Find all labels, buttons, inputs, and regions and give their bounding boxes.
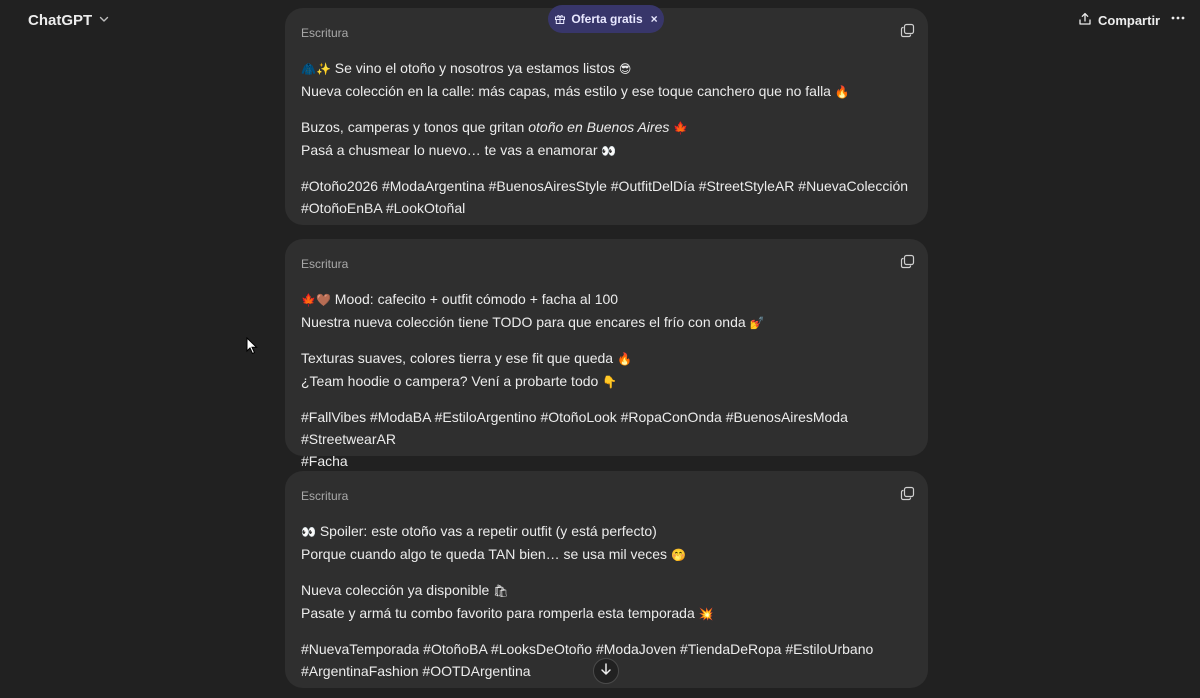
text-line: Buzos, camperas y tonos que gritan [301, 119, 525, 135]
copy-icon [900, 486, 916, 501]
hashtag-line: #NuevaTemporada #OtoñoBA #LooksDeOtoño #ModaJoven #TiendaDeRopa #EstiloUrbano [301, 641, 874, 657]
scroll-to-bottom-button[interactable] [593, 658, 619, 684]
text-line: Nueva colección en la calle: más capas, más estilo y ese toque canchero que no falla [301, 83, 831, 99]
free-offer-pill[interactable] [548, 5, 664, 33]
app-name: ChatGPT [28, 11, 93, 29]
card-label: Escritura [301, 489, 349, 503]
fire-emoji: 🔥 [616, 352, 632, 366]
paragraph [301, 116, 914, 162]
card-label: Escritura [301, 257, 349, 271]
copy-icon [900, 23, 916, 38]
text-line: Se vino el otoño y nosotros ya estamos listos [334, 60, 615, 76]
mouse-cursor-icon [246, 337, 258, 355]
copy-icon [900, 254, 916, 269]
text-line: Mood: cafecito + outfit cómodo + facha al 100 [334, 291, 619, 307]
hashtag-line: #Facha [301, 453, 348, 469]
hashtag-line: #FallVibes #ModaBA #EstiloArgentino #OtoñoLook #RopaConOnda #BuenosAiresModa #StreetwearAR [301, 409, 848, 447]
card-label: Escritura [301, 26, 349, 40]
text-line: Spoiler: este otoño vas a repetir outfit (y está perfecto) [319, 523, 657, 539]
giggle-emoji: 🤭 [670, 548, 686, 562]
text-line: Pasá a chusmear lo nuevo… te vas a enamorar [301, 142, 598, 158]
close-icon[interactable]: × [650, 12, 658, 26]
arrow-down-icon [599, 662, 613, 681]
shopping-bags-emoji: 🛍 [493, 584, 509, 598]
jacket-sparkles-emoji: 🧥✨ [301, 62, 331, 76]
writing-card [285, 8, 928, 225]
hashtag-line: #ArgentinaFashion #OOTDArgentina [301, 663, 531, 679]
sunglasses-emoji: 😎 [618, 62, 632, 76]
copy-button[interactable] [900, 254, 916, 270]
text-line: Pasate y armá tu combo favorito para romperla esta temporada [301, 605, 695, 621]
offer-label: Oferta gratis [571, 12, 643, 26]
copy-button[interactable] [900, 23, 916, 39]
fire-emoji: 🔥 [834, 85, 850, 99]
hashtag-line: #OtoñoEnBA #LookOtoñal [301, 200, 466, 216]
chevron-down-icon [98, 12, 110, 29]
paragraph [301, 347, 914, 393]
eyes-emoji: 👀 [601, 144, 617, 158]
paragraph [301, 288, 914, 334]
card-body [301, 57, 914, 219]
hashtag-line: #Otoño2026 #ModaArgentina #BuenosAiresStyle #OutfitDelDía #StreetStyleAR #NuevaColección [301, 178, 909, 194]
share-icon [1078, 12, 1092, 29]
more-options-button[interactable] [1169, 10, 1187, 30]
hashtags [301, 406, 914, 472]
text-line: Porque cuando algo te queda TAN bien… se usa mil veces [301, 546, 668, 562]
pointing-down-emoji: 👇 [602, 375, 618, 389]
text-line: Texturas suaves, colores tierra y ese fit que queda [301, 350, 614, 366]
model-selector[interactable] [28, 10, 110, 30]
hashtags [301, 175, 914, 219]
share-label: Compartir [1098, 12, 1161, 28]
writing-card [285, 471, 928, 688]
nail-polish-emoji: 💅 [749, 316, 765, 330]
maple-leaf-emoji: 🍁 [673, 121, 689, 135]
text-line: ¿Team hoodie o campera? Vení a probarte todo [301, 373, 599, 389]
text-line: Nueva colección ya disponible [301, 582, 490, 598]
text-line: Nuestra nueva colección tiene TODO para que encares el frío con onda [301, 314, 746, 330]
writing-card [285, 239, 928, 469]
eyes-emoji: 👀 [301, 525, 316, 539]
copy-button[interactable] [900, 486, 916, 502]
paragraph [301, 579, 914, 625]
ellipsis-icon [1170, 10, 1186, 31]
gift-icon [554, 13, 566, 25]
paragraph [301, 520, 914, 566]
italic-text: otoño en Buenos Aires [528, 119, 670, 135]
card-body [301, 288, 914, 472]
leaf-heart-emoji: 🍁🤎 [301, 293, 331, 307]
paragraph [301, 57, 914, 103]
collision-emoji: 💥 [698, 607, 714, 621]
share-button[interactable] [1078, 10, 1160, 30]
